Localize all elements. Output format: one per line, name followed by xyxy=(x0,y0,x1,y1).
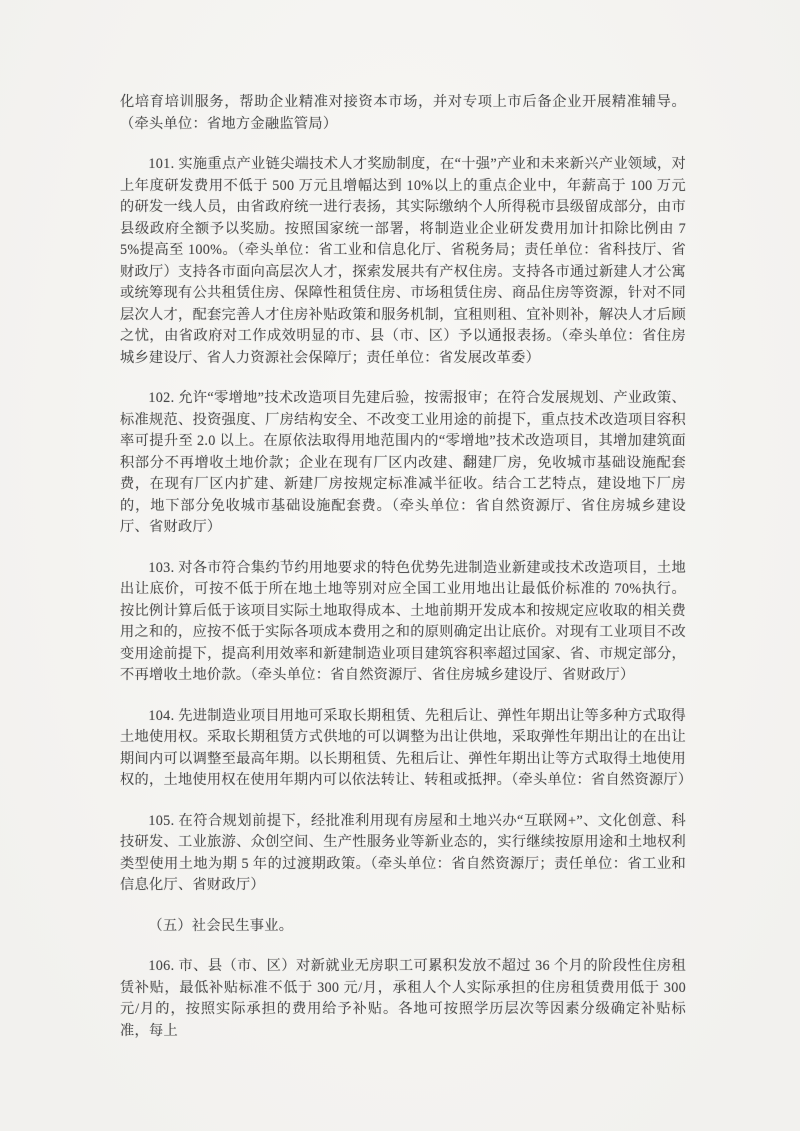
paragraph-item-105: 105. 在符合规划前提下，经批准利用现有房屋和土地兴办“互联网+”、文化创意、科技研发、工业旅游、众创空间、生产性服务业等新业态的，实行继续按原用途和土地权利类型使用土地为期 5 年的过渡期政策。（牵头单位：省自然资源厅；责任单位：省工业和信息化厅、省财政厅） xyxy=(120,812,686,893)
paragraph-item-106: 106. 市、县（市、区）对新就业无房职工可累积发放不超过 36 个月的阶段性住房租赁补贴，最低补贴标准不低于 300 元/月，承租人个人实际承担的住房租赁费用低于 300 元/月的，按照实际承担的费用给予补贴。各地可按照学历层次等因素分级确定补贴标准，每上 xyxy=(120,958,686,1039)
paragraph-item-104: 104. 先进制造业项目用地可采取长期租赁、先租后让、弹性年期出让等多种方式取得土地使用权。采取长期租赁方式供地的可以调整为出让供地，采取弹性年期出让的在出让期间内可以调整至最高年期。以长期租赁、先租后让、弹性年期出让等方式取得土地使用权的，土地使用权在使用年期内可以依法转让、转租或抵押。（牵头单位：省自然资源厅） xyxy=(120,707,693,788)
paragraph-item-102: 102. 允许“零增地”技术改造项目先建后验，按需报审；在符合发展规划、产业政策、标准规范、投资强度、厂房结构安全、不改变工业用途的前提下，重点技术改造项目容积率可提升至 2.0 以上。在原依法取得用地范围内的“零增地”技术改造项目，其增加建筑面积部分不再增收土地价款；企业在现有厂区内改建、翻建厂房，免收城市基础设施配套费，在现有厂区内扩建、新建厂房按规定标准减半征收。结合工艺特点，建设地下厂房的，地下部分免收城市基础设施配套费。（牵头单位：省自然资源厅、省住房城乡建设厅、省财政厅） xyxy=(120,390,686,535)
paragraph-item-103: 103. 对各市符合集约节约用地要求的特色优势先进制造业新建或技术改造项目，土地出让底价，可按不低于所在地土地等别对应全国工业用地出让最低价标准的 70%执行。按比例计算后低于该项目实际土地取得成本、土地前期开发成本和按规定应收取的相关费用之和的，应按不低于实际各项成本费用之和的原则确定出让底价。对现有工业项目不改变用途前提下，提高利用效率和新建制造业项目建筑容积率超过国家、省、市规定部分，不再增收土地价款。（牵头单位：省自然资源厅、省住房城乡建设厅、省财政厅） xyxy=(120,559,686,683)
section-heading-social-livelihood: （五）社会民生事业。 xyxy=(148,917,294,934)
paragraph-item-101: 101. 实施重点产业链尖端技术人才奖励制度，在“十强”产业和未来新兴产业领域，对上年度研发费用不低于 500 万元且增幅达到 10%以上的重点企业中，年薪高于 100 万元的研发一线人员，由省政府统一进行表扬，其实际缴纳个人所得税市县级留成部分，由市县级政府全额予以奖励。按照国家统一部署，将制造业企业研发费用加计扣除比例由 75%提高至 100%。（牵头单位：省工业和信息化厅、省税务局；责任单位：省科技厅、省财政厅）支持各市面向高层次人才，探索发展共有产权住房。支持各市通过新建人才公寓或统筹现有公共租赁住房、保障性租赁住房、市场租赁住房、商品住房等资源，针对不同层次人才，配套完善人才住房补贴政策和服务机制，宜租则租、宜补则补，解决人才后顾之忧，由省政府对工作成效明显的市、县（市、区）予以通报表扬。（牵头单位：省住房城乡建设厅、省人力资源社会保障厅；责任单位：省发展改革委） xyxy=(120,156,686,366)
paragraph-continuation: 化培育培训服务，帮助企业精准对接资本市场，并对专项上市后备企业开展精准辅导。（牵头单位：省地方金融监管局） xyxy=(120,94,686,132)
